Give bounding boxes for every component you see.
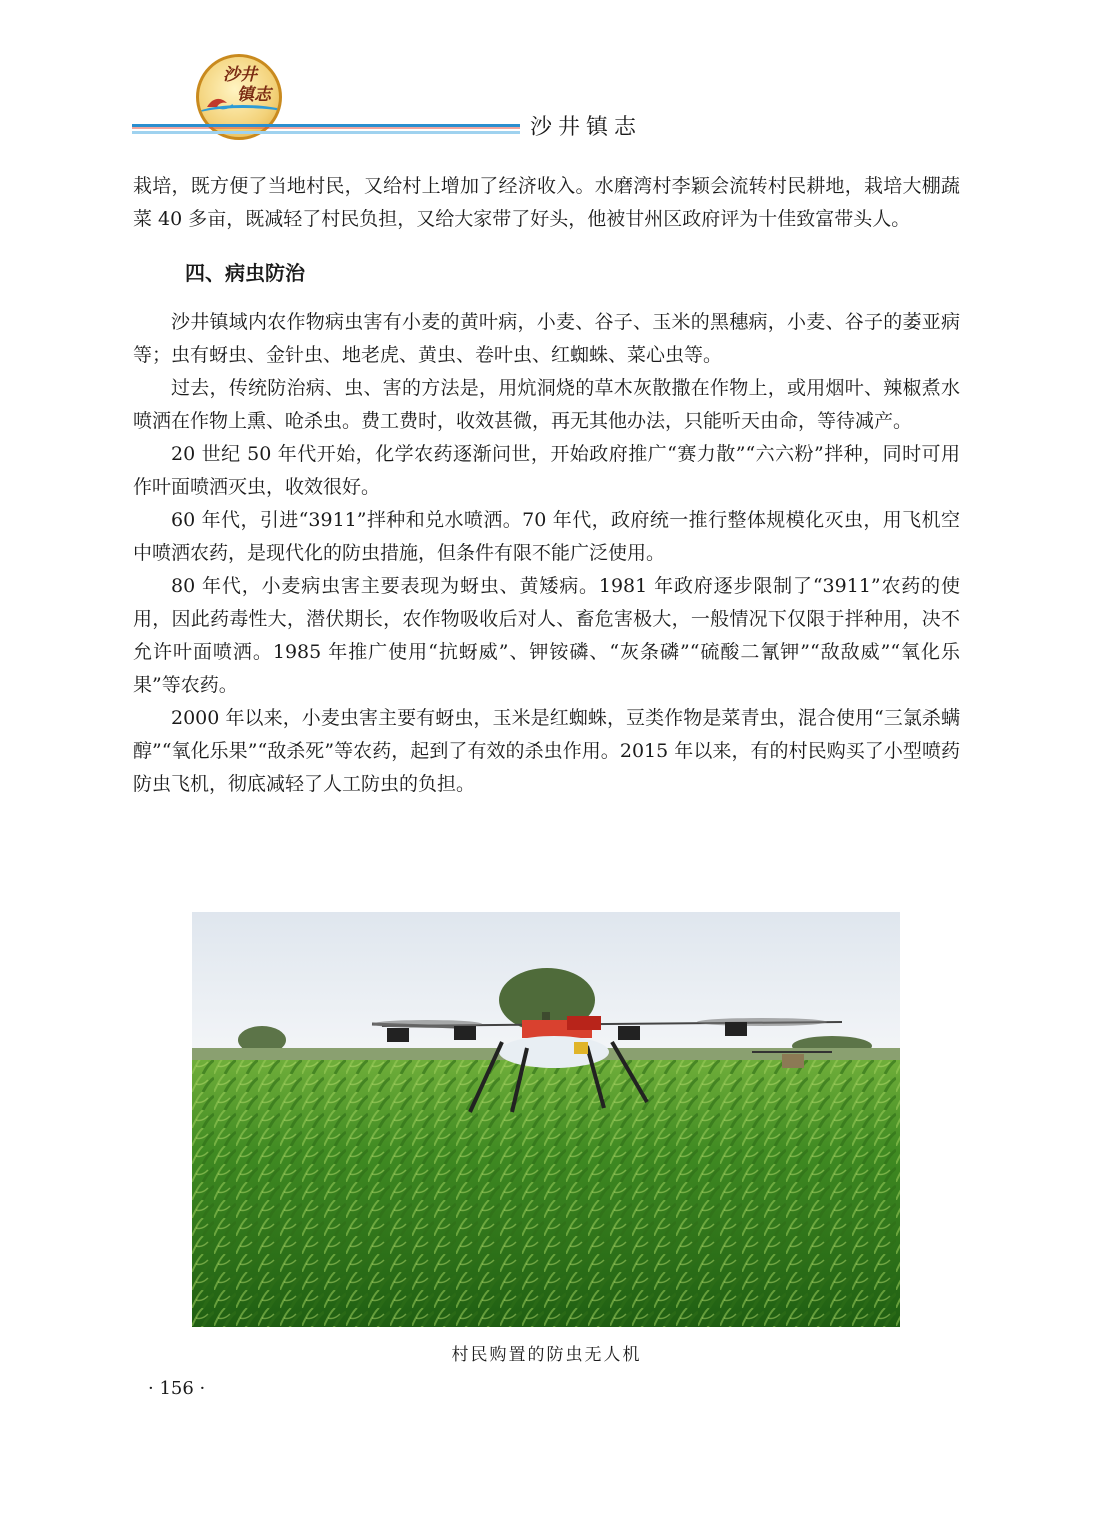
header-rule-light xyxy=(132,131,520,134)
body-paragraph: 80 年代，小麦病虫害主要表现为蚜虫、黄矮病。1981 年政府逐步限制了“3911”农药的使用，因此药毒性大，潜伏期长，农作物吸收后对人、畜危害极大，一般情况下仅限于拌种用，决不允许叶面喷洒。1985 年推广使用“抗蚜威”、钾铵磷、“灰条磷”“硫酸二氰钾”“敌敌威”“氧化乐果”等农药。 xyxy=(133,575,960,696)
seal-text-line1: 沙井 xyxy=(223,65,257,85)
header-rule-accent xyxy=(132,127,520,129)
intro-paragraph: 栽培，既方便了当地村民，又给村上增加了经济收入。水磨湾村李颖会流转村民耕地，栽培大棚蔬菜 40 多亩，既减轻了村民负担，又给大家带了好头，他被甘州区政府评为十佳致富带头人。 xyxy=(133,175,960,230)
figure-caption: 村民购置的防虫无人机 xyxy=(451,1345,642,1365)
body-paragraph: 过去，传统防治病、虫、害的方法是，用炕洞烧的草木灰散撒在作物上，或用烟叶、辣椒煮水喷洒在作物上熏、呛杀虫。费工费时，收效甚微，再无其他办法，只能听天由命，等待减产。 xyxy=(133,377,960,432)
body-paragraph: 沙井镇域内农作物病虫害有小麦的黄叶病，小麦、谷子、玉米的黑穗病，小麦、谷子的萎亚病等；虫有蚜虫、金针虫、地老虎、黄虫、卷叶虫、红蜘蛛、菜心虫等。 xyxy=(133,311,960,366)
body-paragraph: 60 年代，引进“3911”拌种和兑水喷洒。70 年代，政府统一推行整体规模化灭虫，用飞机空中喷洒农药，是现代化的防虫措施，但条件有限不能广泛使用。 xyxy=(133,509,960,564)
page-body xyxy=(133,170,960,801)
drone-photo xyxy=(192,912,900,1327)
phoenix-icon xyxy=(205,93,235,113)
body-paragraph: 2000 年以来，小麦虫害主要有蚜虫，玉米是红蜘蛛，豆类作物是菜青虫，混合使用“三氯杀螨醇”“氧化乐果”“敌杀死”等农药，起到了有效的杀虫作用。2015 年以来，有的村民购买了小型喷药防虫飞机，彻底减轻了人工防虫的负担。 xyxy=(133,707,960,795)
page-number: · 156 · xyxy=(148,1378,206,1399)
page-header xyxy=(0,0,1093,150)
seal-text-line2: 镇志 xyxy=(237,85,271,105)
running-head: 沙井镇志 xyxy=(530,115,643,140)
section-title: 四、病虫防治 xyxy=(185,261,305,285)
body-paragraph: 20 世纪 50 年代开始，化学农药逐渐问世，开始政府推广“赛力散”“六六粉”拌种，同时可用作叶面喷洒灭虫，收效很好。 xyxy=(133,443,960,498)
